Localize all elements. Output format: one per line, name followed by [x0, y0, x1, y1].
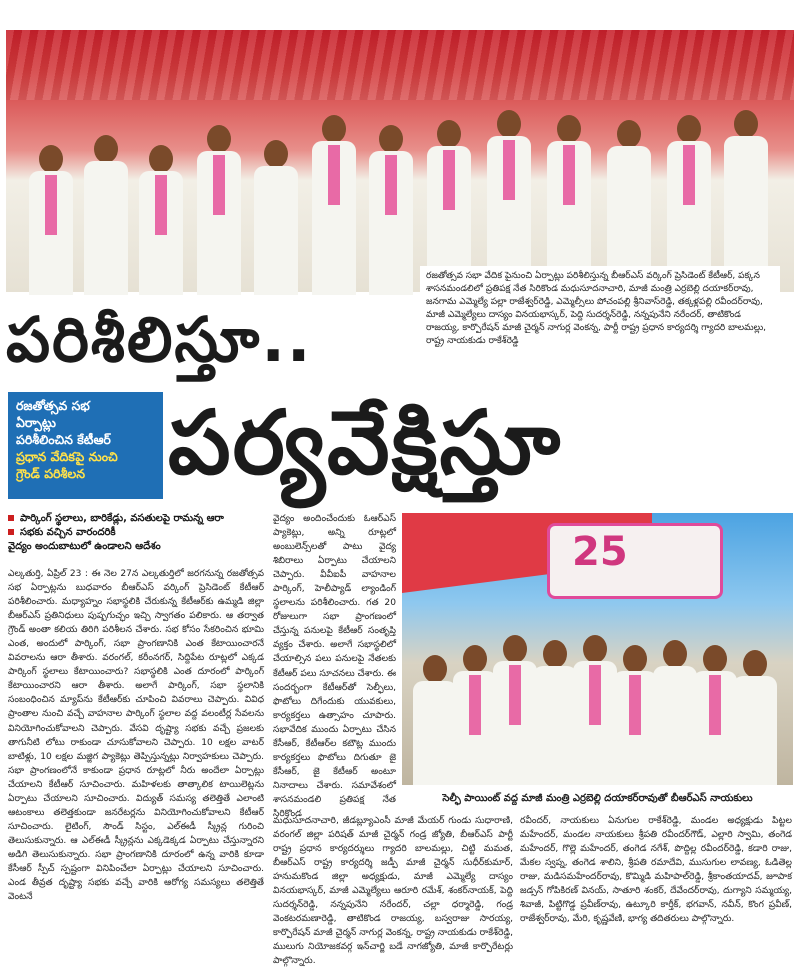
person-figure: [412, 655, 457, 785]
person-figure: [306, 115, 361, 295]
bullet-text: పార్కింగ్ స్థలాలు, బారికేడ్లు, వసతులపై రామన్న ఆరా: [20, 513, 224, 524]
person-figure: [191, 125, 246, 295]
article-column-1: ఎల్కతుర్తి, ఏప్రిల్ 23 : ఈ నెల 27న ఎల్కతుర్తిలో జరగనున్న రజతోత్సవ సభ ఏర్పాట్లను బుధవారం బీఆర్ఎస్ వర్కింగ్ ప్రెసిడెంట్ కేటీఆర్ పరిశీలించారు. మధ్యాహ్నం సభాస్థలికి చేరుకున్న కేటీఆర్‌కు ఉమ్మడి జిల్లా బీఆర్ఎస్ ప్రతినిధులు పుష్పగుచ్ఛం ఇచ్చి స్వాగతం పలికారు. ఆ తర్వాత గ్రౌండ్ అంతా కలియ తిరిగి పరిశీలన చేశారు. సభ కోసం సేకరించిన భూమి ఎంత, అందులో పార్కింగ్, సభా ప్రాంగణానికి ఎంత కేటాయించారనే వివరాలను ఆరా తీశారు. వరంగల్, కరీంనగర్, సిద్దిపేట రూట్లలో ఎక్కడ పార్కింగ్ స్థలాలు కేటాయించారు? సభాస్థలికి ఎంత దూరంలో పార్కింగ్ కేటాయించారని ఆరా తీశారు. అలాగే పార్కింగ్, సభా స్థలానికి సంబంధించిన మ్యాప్‌ను కేటీఆర్‌కు చూపించి వివరాలు చెప్పారు. వివిధ ప్రాంతాల నుంచి వచ్చే వాహనాల పార్కింగ్ స్థలాల వద్ద వలంటీర్ల సేవలను వినియోగించుకోవాలని చెప్పారు. వేసవి దృష్ట్యా సభకు వచ్చే ప్రజలకు తాగునీటి లోటు రాకుండా చూసుకోవాలని చెప్పారు. 10 లక్షల వాటర్ బాటిళ్లు, 10 లక్షల మజ్జిగ ప్యాకెట్లు తెప్పిస్తున్నట్లు నిర్వాహకులు చెప్పారు. సభా ప్రాంగణంలోనే కాకుండా ప్రధాన రూట్లలో నీరు అందేలా ఏర్పాట్లు చేయాలని కేటీఆర్ సూచించారు. మహిళలకు తాత్కాలిక టాయిలెట్లను ఏర్పాటు చేయాలని సూచించారు. విద్యుత్ సమస్య తలెత్తితే ఎలాంటి ఆటంకాలు తలెత్తకుండా జనరేటర్లను వినియోగించుకోవాలని కేటీఆర్ సూచించారు. లైటింగ్, సౌండ్ సిస్టం, ఎల్‌ఈడీ స్క్రీన్ల గురించి తెలుసుకున్నారు. ఆ ఎల్‌ఈడీ స్క్రీన్లను ఎక్కడెక్కడ ఏర్పాటు చేస్తున్నారని అడిగి తెలుసుకున్నారు. సభా ప్రాంగణానికి దూరంలో ఉన్న వారికి కూడా కేసీఆర్ స్పీచ్ స్పష్టంగా వినిపించేలా ఏర్పాట్లు చేయాలని సూచించారు. ఎండ తీవ్రత దృష్ట్యా సభకు వచ్చే వారికి ఆరోగ్య సమస్యలు తలెత్తితే వెంటనే: [8, 569, 264, 903]
person-figure: [612, 645, 657, 785]
subhead-line: పరిశీలించిన కేటీఆర్: [16, 432, 111, 447]
person-figure: [732, 650, 777, 785]
bullet-text: సభకు వచ్చిన వారందరికీ: [20, 527, 116, 538]
person-figure: [136, 145, 186, 295]
banner-number: 25: [572, 529, 628, 575]
headline-line-2: పర్యవేక్షిస్తూ: [168, 391, 563, 494]
person-figure: [652, 640, 697, 785]
highlight-bullets: [8, 512, 268, 554]
bullet-item: [8, 512, 268, 526]
person-figure: [572, 635, 617, 785]
subhead-line: ప్రధాన వేదికపై నుంచి: [16, 449, 118, 464]
bullet-marker: [8, 529, 14, 535]
person-figure: [26, 145, 76, 295]
article-column-2: వైద్యం అందించేందుకు ఓఆర్ఎస్ ప్యాకెట్లు, అన్ని రూట్లలో అంబులెన్స్‌లతో పాటు వైద్య శిబిరాలు ఏర్పాటు చేయాలని చెప్పారు. వీవీఐపీ వాహనాల పార్కింగ్, హెలీప్యాడ్ ల్యాండింగ్ స్థలాలను పరిశీలించారు. గత 20 రోజులుగా సభా ప్రాంగణంలో చేస్తున్న పనులపై కేటీఆర్ సంతృప్తి వ్యక్తం చేశారు. అలాగే సభాస్థలిలో చేయాల్సిన పలు పనులపై నేతలకు కేటీఆర్ పలు సూచనలు చేశారు. ఈ సందర్భంగా కేటీఆర్‌తో సెల్ఫీలు, ఫొటోలు దిగేందుకు యువకులు, కార్యకర్తలు ఉత్సాహం చూపారు. సభావేదిక ముందు ఏర్పాటు చేసిన కేసీఆర్, కేటీఆర్‌ల కటౌట్ల ముందు కార్యకర్తలు ఫొటోలు దిగుతూ జై కేసీఆర్, జై కేటీఆర్ అంటూ నినాదాలు చేశారు. సమావేశంలో శాసనమండలి ప్రతిపక్ష నేత సిరికొండ: [273, 514, 396, 819]
article-column-3: మధుసూదనాచారి, జీడబ్ల్యూఎంసీ మాజీ మేయర్ గుండు సుధారాణి, వరంగల్ జిల్లా పరిషత్ మాజీ చైర్మన్ గండ్ర జ్యోతి, బీఆర్ఎస్ పార్టీ రాష్ట్ర ప్రధాన కార్యదర్శులు గ్యాదరి బాలమల్లు, చిట్టి మమత, బీఆర్ఎస్ రాష్ట్ర కార్యదర్శి జడ్పీ మాజీ చైర్మన్ సుధీర్‌కుమార్, హనుమకొండ జిల్లా అధ్యక్షుడు, మాజీ ఎమ్మెల్యే దాస్యం వినయభాస్కర్, మాజీ ఎమ్మెల్యేలు ఆరూరి రమేశ్, శంకర్‌నాయక్, పెద్ది సుదర్శన్‌రెడ్డి, నన్నపునేని నరేందర్, చల్లా ధర్మారెడ్డి, గండ్ర వెంకటరమణారెడ్డి, తాటికొండ రాజయ్య, బస్వరాజు సారయ్య, కార్పొరేషన్ మాజీ చైర్మన్ నాగుర్ల వెంకన్న, రాష్ట్ర నాయకుడు రాకేశ్‌రెడ్డి, ములుగు నియోజకవర్గ ఇన్‌చార్జి బడే నాగజ్యోతి, మాజీ కార్పొరేటర్లు పాల్గొన్నారు.: [273, 816, 513, 967]
headline-line-1: పరిశీలిస్తూ..: [6, 303, 313, 376]
bullet-item: [8, 540, 268, 554]
top-photo: [6, 30, 794, 292]
canopy: [6, 30, 794, 100]
bottom-photo: [402, 513, 793, 785]
person-figure: [251, 140, 301, 295]
person-figure: [452, 645, 497, 785]
subhead-line: ఏర్పాట్లు: [16, 415, 56, 430]
article-column-4: రవీందర్, నాయకులు ఏనుగుల రాకేశ్‌రెడ్డి, మండల అధ్యక్షుడు పిట్టల మహేందర్, మండల నాయకులు శ్రీపతి రవీందర్‌గౌడ్, ఎల్లారి స్వామి, తంగెడ మహేందర్, గొల్లె మహేందర్, తంగెడ నగేశ్, పొద్దిల్ల రవీందర్‌రెడ్డి, కడారి రాజు, మేకల స్వప్న, తంగెడ శాలిని, శ్రీపతి రమాదేవి, ముసుగుల లావణ్య, ఓడితెల్ల రాజు, మడిసమహేందర్‌రావు, కొమ్మిడి మహిపాల్‌రెడ్డి, శ్రీకాంతయాదవ్, జూపాక జడ్సన్ గోపికిరణ్ వినయ్, సాతూరి శంకర్, దేవేందర్‌రావు, దుగ్యాని సమ్మయ్య, శివాజీ, పిట్టిగొడ్డ ప్రవీణ్‌రావు, ఉట్కూరి కార్తీక్, భగవాన్, నవీన్, కొంగ ప్రవీణ్, రాజేశ్వర్‌రావు, మేరి, కృష్ణవేణి, భాగ్య తదితరులు పాల్గొన్నారు.: [520, 816, 792, 925]
person-figure: [366, 125, 416, 295]
subhead-line: రజతోత్సవ సభ: [16, 398, 90, 413]
person-figure: [532, 640, 577, 785]
bullet-marker: [8, 515, 14, 521]
top-photo-caption: రజతోత్సవ సభా వేదిక పైనుంచి ఏర్పాట్లు పరిశీలిస్తున్న బీఆర్ఎస్ వర్కింగ్ ప్రెసిడెంట్ కేటీఆర్, పక్కన శాసనమండలిలో ప్రతిపక్ష నేత సిరికొండ మధుసూదనాచారి, మాజీ మంత్రి ఎర్రబెల్లి దయాకర్‌రావు, జనగామ ఎమ్మెల్యే పల్లా రాజేశ్వర్‌రెడ్డి, ఎమ్మెల్సీలు పోచంపల్లి శ్రీనివాస్‌రెడ్డి, తక్కళ్లపల్లి రవీందర్‌రావు, మాజీ ఎమ్మెల్యేలు దాస్యం వినయభాస్కర్, పెద్ది సుదర్శన్‌రెడ్డి, నన్నపునేని నరేందర్, తాటికొండ రాజయ్య, కార్పొరేషన్ మాజీ చైర్మన్ నాగుర్ల వెంకన్న, పార్టీ రాష్ట్ర ప్రధాన కార్యదర్శి గ్యాదరి బాలమల్లు, రాష్ట్ర నాయకుడు రాకేశ్‌రెడ్డి: [420, 266, 780, 346]
bullet-text: వైద్యం అందుబాటులో ఉండాలని ఆదేశం: [8, 541, 161, 552]
subhead-box: [8, 392, 163, 499]
subhead-line: గ్రౌండ్ పరిశీలన: [16, 466, 86, 481]
photo-crowd: [412, 610, 783, 785]
person-figure: [692, 645, 737, 785]
person-figure: [81, 135, 131, 295]
bullet-item: [8, 526, 268, 540]
bottom-photo-caption: సెల్ఫీ పాయింట్ వద్ద మాజీ మంత్రి ఎర్రబెల్లి దయాకర్‌రావుతో బీఆర్ఎస్ నాయకులు: [442, 793, 753, 804]
person-figure: [492, 635, 537, 785]
